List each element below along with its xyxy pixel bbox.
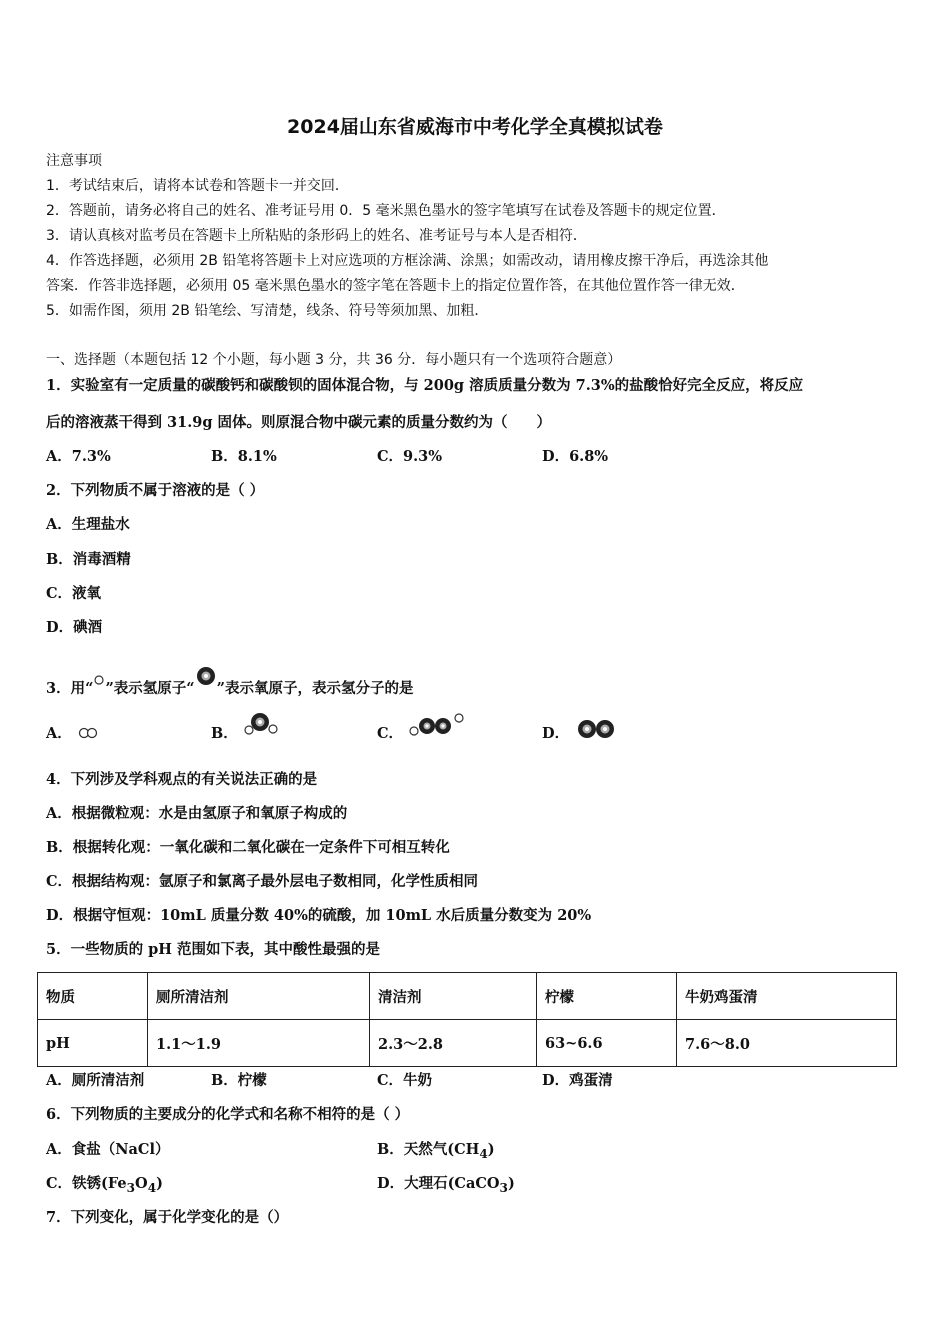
table-cell: pH [38,1020,148,1067]
ph-table [37,972,897,1067]
q6-option-c-close: ) [156,1175,163,1192]
q5-option-b: B．柠檬 [211,1072,267,1089]
question-4-stem: 4．下列涉及学科观点的有关说法正确的是 [46,771,318,788]
table-cell: 1.1～1.9 [148,1020,370,1067]
notice-item: 4．作答选择题，必须用 2B 铅笔将答题卡上对应选项的方框涂满、涂黑；如需改动，请用橡皮擦干净后，再选涂其他 [46,253,769,269]
table-header-cell: 柠檬 [537,973,677,1020]
q3-option-a: A． [46,725,72,742]
water-molecule-icon [243,710,281,738]
table-cell: 2.3～2.8 [370,1020,537,1067]
q6-option-b-close: ) [487,1141,495,1158]
subscript: 3 [126,1180,136,1195]
q3-option-d: D． [542,725,570,742]
notice-item: 1．考试结束后，请将本试卷和答题卡一并交回． [46,178,349,194]
q1-option-d: D．6.8% [542,448,609,465]
q2-option-b: B．消毒酒精 [46,551,131,568]
notice-heading: 注意事项 [46,153,102,169]
question-2-stem: 2．下列物质不属于溶液的是（ ） [46,482,265,499]
q5-option-a: A．厕所清洁剂 [46,1072,145,1089]
q6-option-d-close: ) [507,1175,515,1192]
question-3-stem [46,665,413,699]
oxygen-atom-icon [195,665,217,687]
question-6-stem: 6．下列物质的主要成分的化学式和名称不相符的是（ ） [46,1106,410,1123]
subscript: 4 [479,1146,488,1161]
q4-option-a: A．根据微粒观：水是由氢原子和氧原子构成的 [46,805,348,822]
q6-option-b-text: B．天然气(CH [377,1141,480,1158]
question-5-stem: 5．一些物质的 pH 范围如下表，其中酸性最强的是 [46,941,381,958]
question-7-stem: 7．下列变化，属于化学变化的是（） [46,1209,289,1226]
q3-stem-part2: ”表示氢原子“ [105,680,195,697]
q6-option-c-text: C．铁锈(Fe [46,1175,127,1192]
q1-option-b: B．8.1% [211,448,277,465]
question-1-line1: 1．实验室有一定质量的碳酸钙和碳酸钡的固体混合物，与 200g 溶质质量分数为 7.3%的盐酸恰好完全反应，将反应 [46,377,804,394]
q6-option-c-mid: O [135,1175,148,1192]
table-header-cell: 牛奶鸡蛋清 [677,973,897,1020]
q6-option-b [377,1140,495,1164]
q4-option-d: D．根据守恒观：10mL 质量分数 40%的硫酸，加 10mL 水后质量分数变为 20% [46,907,592,924]
q1-option-c: C．9.3% [377,448,443,465]
q4-option-c: C．根据结构观：氩原子和氯离子最外层电子数相同，化学性质相同 [46,873,479,890]
table-row [38,973,897,1020]
q6-option-a: A．食盐（NaCl） [46,1141,170,1158]
q3-option-c: C． [377,725,404,742]
q3-option-b: B． [211,725,238,742]
table-header-cell: 清洁剂 [370,973,537,1020]
q6-option-c [46,1174,163,1198]
hydrogen-molecule-icon [78,726,100,740]
page-title: 2024届山东省威海市中考化学全真模拟试卷 [287,116,663,138]
hydrogen-peroxide-molecule-icon [407,711,469,739]
q3-stem-part3: ”表示氧原子，表示氢分子的是 [216,680,414,697]
q2-option-d: D．碘酒 [46,619,103,636]
table-row [38,1020,897,1067]
table-header-cell: 厕所清洁剂 [148,973,370,1020]
q1-option-a: A．7.3% [46,448,111,465]
q2-option-a: A．生理盐水 [46,516,130,533]
notice-item: 3．请认真核对监考员在答题卡上所粘贴的条形码上的姓名、准考证号与本人是否相符． [46,228,587,244]
q5-option-d: D．鸡蛋清 [542,1072,613,1089]
table-cell: 7.6～8.0 [677,1020,897,1067]
q6-option-d [377,1174,515,1198]
q4-option-b: B．根据转化观：一氧化碳和二氧化碳在一定条件下可相互转化 [46,839,450,856]
hydrogen-atom-icon [93,675,105,689]
subscript: 4 [147,1180,157,1195]
table-cell: 63~6.6 [537,1020,677,1067]
oxygen-molecule-icon [575,717,619,741]
notice-item: 5．如需作图，须用 2B 铅笔绘、写清楚，线条、符号等须加黑、加粗． [46,303,489,319]
q2-option-c: C．液氧 [46,585,102,602]
q3-stem-part1: 3．用“ [46,680,94,697]
table-header-cell: 物质 [38,973,148,1020]
q5-option-c: C．牛奶 [377,1072,433,1089]
notice-item: 2．答题前，请务必将自己的姓名、准考证号用 0．5 毫米黑色墨水的签字笔填写在试卷及答题卡的规定位置． [46,203,726,219]
section-heading: 一、选择题（本题包括 12 个小题，每小题 3 分，共 36 分．每小题只有一个选项符合题意） [46,352,622,368]
q6-option-d-text: D．大理石(CaCO [377,1175,500,1192]
notice-item: 答案．作答非选择题，必须用 05 毫米黑色墨水的签字笔在答题卡上的指定位置作答，在其他位置作答一律无效． [46,278,745,294]
subscript: 3 [499,1180,508,1195]
question-1-line2: 后的溶液蒸干得到 31.9g 固体。则原混合物中碳元素的质量分数约为（ ） [46,414,552,431]
